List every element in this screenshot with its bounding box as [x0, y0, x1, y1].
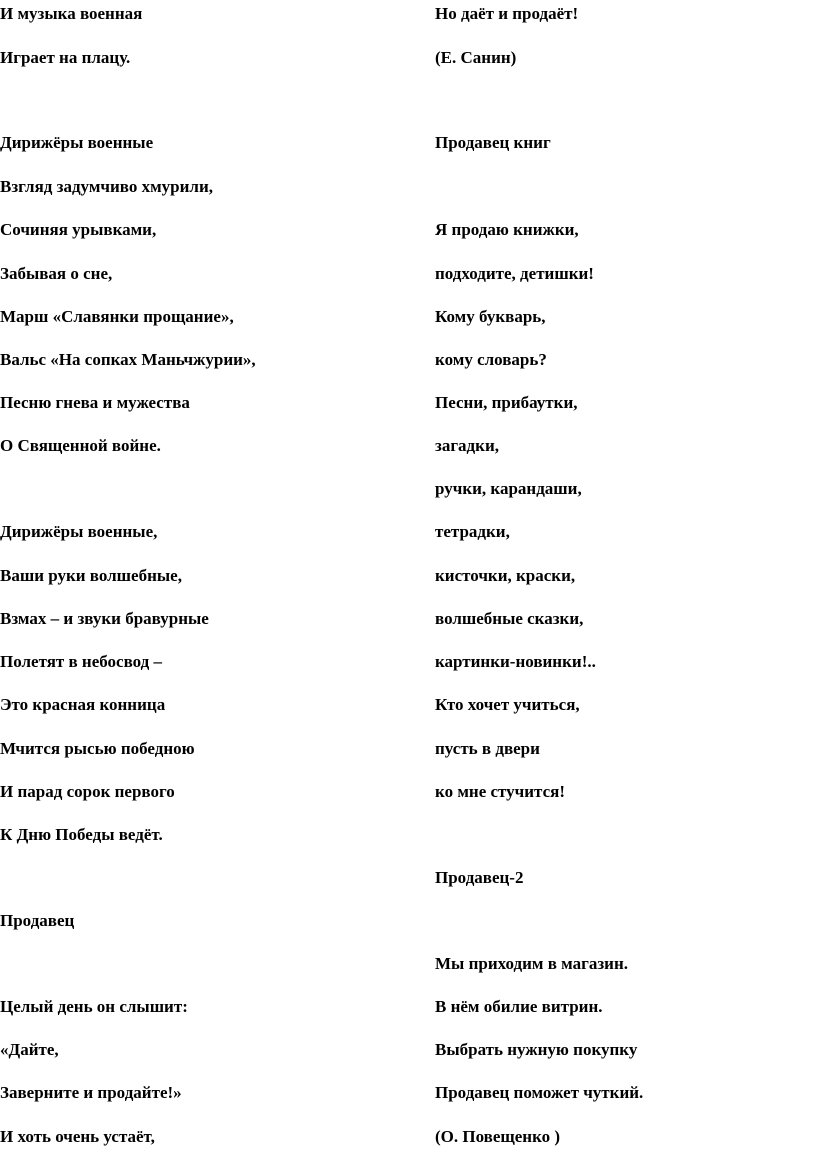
poem-line: Кто хочет учиться,	[435, 695, 580, 714]
poem-line: ручки, карандаши,	[435, 479, 582, 498]
poem-line: Продавец поможет чуткий.	[435, 1083, 644, 1102]
author-attribution: (Е. Санин)	[435, 48, 517, 67]
poem-line: кому словарь?	[435, 350, 547, 369]
author-attribution: (О. Повещенко )	[435, 1127, 561, 1146]
poem-line: волшебные сказки,	[435, 609, 584, 628]
poem-line: Ваши руки волшебные,	[0, 566, 182, 585]
poem-line: Целый день он слышит:	[0, 997, 188, 1016]
poem-line: О Священной войне.	[0, 436, 161, 455]
poem-line: В нём обилие витрин.	[435, 997, 603, 1016]
poem-line: Вальс «На сопках Маньчжурии»,	[0, 350, 256, 369]
poem-line: пусть в двери	[435, 739, 540, 758]
poem-line: И музыка военная	[0, 4, 143, 23]
poem-line: Мчится рысью победною	[0, 739, 195, 758]
poem-line: Я продаю книжки,	[435, 220, 579, 239]
poem-line: ко мне стучится!	[435, 782, 566, 801]
poem-line: кисточки, краски,	[435, 566, 576, 585]
poem-line: Играет на плацу.	[0, 48, 131, 67]
poem-line: Взгляд задумчиво хмурили,	[0, 177, 214, 196]
poem-line: Марш «Славянки прощание»,	[0, 307, 234, 326]
poem-line: Мы приходим в магазин.	[435, 954, 628, 973]
poem-line: Дирижёры военные,	[0, 522, 158, 541]
section-heading: Продавец-2	[435, 868, 524, 887]
poem-line: Это красная конница	[0, 695, 166, 714]
poem-line: Выбрать нужную покупку	[435, 1040, 638, 1059]
poem-line: картинки-новинки!..	[435, 652, 596, 671]
poem-line: Песни, прибаутки,	[435, 393, 578, 412]
section-heading: Дирижёры военные	[0, 133, 154, 152]
poem-line: Кому букварь,	[435, 307, 546, 326]
poem-line: подходите, детишки!	[435, 264, 594, 283]
poem-line: Полетят в небосвод –	[0, 652, 163, 671]
poem-line: Но даёт и продаёт!	[435, 4, 579, 23]
poem-line: Заверните и продайте!»	[0, 1083, 182, 1102]
poem-line: Песню гнева и мужества	[0, 393, 190, 412]
section-heading: Продавец	[0, 911, 75, 930]
poem-line: И хоть очень устаёт,	[0, 1127, 155, 1146]
poem-line: Забывая о сне,	[0, 264, 113, 283]
poem-line: Взмах – и звуки бравурные	[0, 609, 209, 628]
poem-line: Сочиняя урывками,	[0, 220, 157, 239]
poem-line: И парад сорок первого	[0, 782, 175, 801]
section-heading: Продавец книг	[435, 133, 551, 152]
poem-line: загадки,	[435, 436, 499, 455]
poem-line: К Дню Победы ведёт.	[0, 825, 163, 844]
poem-line: «Дайте,	[0, 1040, 59, 1059]
poem-line: тетрадки,	[435, 522, 510, 541]
